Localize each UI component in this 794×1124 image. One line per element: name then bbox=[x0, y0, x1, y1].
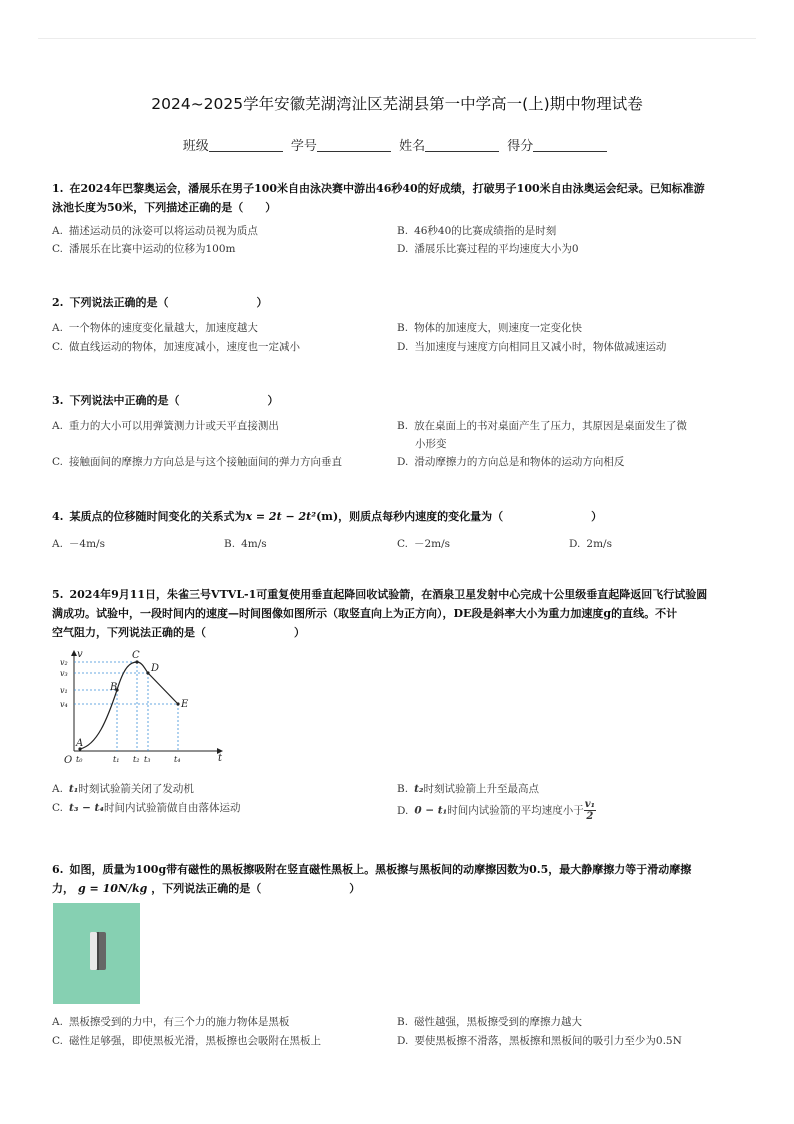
label-d: D bbox=[151, 663, 160, 674]
name-blank[interactable] bbox=[425, 139, 499, 152]
eraser-image bbox=[53, 903, 140, 1004]
tick-v3: v₃ bbox=[60, 669, 68, 678]
question-6-stem: 6. 如图，质量为100g带有磁性的黑板擦吸附在竖直磁性黑板上。黑板擦与黑板间的动摩擦因数为0.5，最大静摩擦力等于滑动摩擦 力， g = 10N/kg ，下列说法正确的是（ ） bbox=[52, 863, 692, 895]
origin-label: O bbox=[64, 755, 73, 766]
question-2-option-d[interactable]: D. 当加速度与速度方向相同且又减小时，物体做减速运动 bbox=[397, 341, 667, 353]
question-2-option-c[interactable]: C. 做直线运动的物体，加速度减小，速度也一定减小 bbox=[52, 341, 300, 353]
point-d bbox=[146, 671, 149, 674]
label-e: E bbox=[181, 699, 189, 710]
question-4-option-b[interactable]: B. 4m/s bbox=[224, 538, 267, 550]
question-4-stem: 4. 某质点的位移随时间变化的关系式为x = 2t − 2t²(m)，则质点每秒内速度的变化量为（ ） bbox=[52, 510, 603, 523]
gravity-formula: g = 10N/kg bbox=[78, 882, 148, 895]
class-blank[interactable] bbox=[209, 139, 283, 152]
name-label: 姓名 bbox=[399, 139, 426, 154]
student-info-row bbox=[0, 135, 794, 154]
score-blank[interactable] bbox=[533, 139, 607, 152]
question-1-option-c[interactable]: C. 潘展乐在比赛中运动的位移为100m bbox=[52, 243, 236, 255]
question-5-stem: 5. 2024年9月11日，朱雀三号VTVL-1可重复使用垂直起降回收试验箭，在酒泉卫星发射中心完成十公里级垂直起降返回飞行试验圆 满成功。试验中，一段时间内的速度—时间图像如图所示（取竖直向上为正方向），DE段是斜率大小为重力加速度g的直线。不计 空气阻力，下列说法正确的是（ ） bbox=[52, 588, 708, 639]
student-id-label: 学号 bbox=[290, 139, 317, 154]
question-3-stem: 3. 下列说法中正确的是（ ） bbox=[52, 394, 279, 407]
question-6-option-b[interactable]: B. 磁性越强，黑板擦受到的摩擦力越大 bbox=[397, 1016, 583, 1028]
question-6-option-c[interactable]: C. 磁性足够强，即使黑板光滑，黑板擦也会吸附在黑板上 bbox=[52, 1035, 321, 1047]
question-5-option-d[interactable]: D. 0 − t₁时间内试验箭的平均速度小于 $\frac{\text{v₁}}{2}$ bbox=[397, 799, 595, 822]
question-2-option-b[interactable]: B. 物体的加速度大，则速度一定变化快 bbox=[397, 322, 583, 334]
tick-t0: t₀ bbox=[76, 755, 83, 764]
question-4-option-a[interactable]: A. －4m/s bbox=[52, 538, 105, 550]
question-3-option-a[interactable]: A. 重力的大小可以用弹簧测力计或天平直接测出 bbox=[52, 420, 279, 432]
point-e bbox=[176, 702, 179, 705]
question-6-option-a[interactable]: A. 黑板擦受到的力中，有三个力的施力物体是黑板 bbox=[52, 1016, 290, 1028]
tick-v2: v₂ bbox=[60, 658, 68, 667]
question-1-option-a[interactable]: A. 描述运动员的泳姿可以将运动员视为质点 bbox=[52, 225, 258, 237]
header-divider bbox=[38, 38, 756, 39]
label-a: A bbox=[76, 738, 84, 749]
tick-v4: v₄ bbox=[60, 700, 68, 709]
tick-t1: t₁ bbox=[113, 755, 120, 764]
tick-v1: v₁ bbox=[60, 686, 68, 695]
question-4-option-c[interactable]: C. －2m/s bbox=[397, 538, 451, 550]
v-axis-label: v bbox=[77, 649, 83, 660]
tick-t4: t₄ bbox=[174, 755, 181, 764]
vt-curve bbox=[80, 662, 178, 749]
question-6-option-d[interactable]: D. 要使黑板擦不滑落，黑板擦和黑板间的吸引力至少为0.5N bbox=[397, 1035, 682, 1047]
question-5-option-c[interactable]: C. t₃ − t₄时间内试验箭做自由落体运动 bbox=[52, 802, 241, 814]
student-id-blank[interactable] bbox=[317, 139, 391, 152]
question-5-option-b[interactable]: B. t₂时刻试验箭上升至最高点 bbox=[397, 783, 540, 795]
tick-t3: t₃ bbox=[144, 755, 151, 764]
question-3-option-c[interactable]: C. 接触面间的摩擦力方向总是与这个接触面间的弹力方向垂直 bbox=[52, 456, 342, 468]
question-2-option-a[interactable]: A. 一个物体的速度变化量越大，加速度越大 bbox=[52, 322, 258, 334]
tick-t2: t₂ bbox=[133, 755, 140, 764]
question-3-option-d[interactable]: D. 滑动摩擦力的方向总是和物体的运动方向相反 bbox=[397, 456, 625, 468]
question-4-option-d[interactable]: D. 2m/s bbox=[569, 538, 612, 550]
v1-over-2-fraction: $\frac{\text{v₁}}{2}$ bbox=[584, 799, 595, 822]
question-3-option-b[interactable]: B. 放在桌面上的书对桌面产生了压力，其原因是桌面发生了微 小形变 bbox=[397, 420, 688, 450]
class-label: 班级 bbox=[182, 139, 209, 154]
t-axis-label: t bbox=[218, 753, 223, 764]
question-1-option-d[interactable]: D. 潘展乐比赛过程的平均速度大小为0 bbox=[397, 243, 579, 255]
position-formula: x = 2t − 2t² bbox=[245, 510, 317, 523]
score-label: 得分 bbox=[507, 139, 534, 154]
question-2-stem: 2. 下列说法正确的是（ ） bbox=[52, 296, 268, 309]
question-1-stem: 1. 在2024年巴黎奥运会，潘展乐在男子100米自由泳决赛中游出46秒40的好成绩，打破男子100米自由泳奥运会纪录。已知标准游 泳池长度为50米，下列描述正确的是（ ） bbox=[52, 182, 705, 214]
velocity-time-graph bbox=[52, 645, 232, 770]
question-1-option-b[interactable]: B. 46秒40的比赛成绩指的是时刻 bbox=[397, 225, 557, 237]
label-c: C bbox=[132, 650, 140, 661]
guide-lines bbox=[74, 662, 178, 751]
eraser-icon bbox=[53, 903, 140, 1004]
question-5-option-a[interactable]: A. t₁时刻试验箭关闭了发动机 bbox=[52, 783, 194, 795]
exam-title: 2024~2025学年安徽芜湖湾沚区芜湖县第一中学高一(上)期中物理试卷 bbox=[151, 95, 643, 113]
label-b: B bbox=[110, 682, 118, 693]
